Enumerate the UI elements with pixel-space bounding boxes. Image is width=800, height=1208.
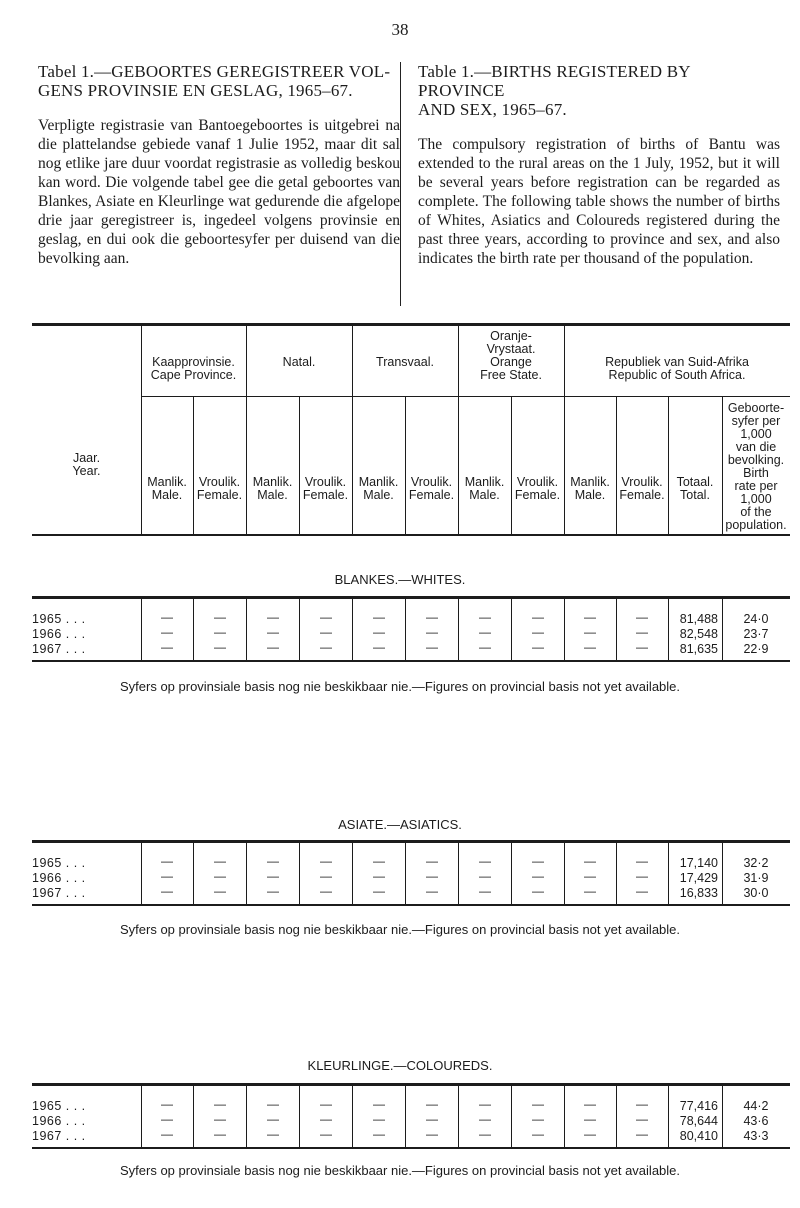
page-number: 38 <box>391 20 409 39</box>
dash-cell: — <box>373 1127 385 1141</box>
afrikaans-paragraph: Verpligte registrasie van Bantoegeboortes is uitgebrei na die plattelandse gebiede vanaf 1 Julie 1952, maar dit sal nog etlike jare duur voordat registrasie as volledig beskou kan word. Die volgende tabel gee die getal geboortes van Blankes, Asiate en Kleurlinge wat gedurende die afgelope drie jaar geregistreer is, ingedeel volgens provinsie en geslag, en dui ook die geboortesyfer per duisend van die bevolking aan. <box>38 117 400 267</box>
dash-cell: — <box>584 625 596 639</box>
total-value: 16,833 <box>679 886 718 900</box>
subheader-natal-male <box>246 476 299 502</box>
dash-cell: — <box>584 854 596 868</box>
year-label: 1966 . . . <box>32 1114 86 1128</box>
dash-cell: — <box>479 640 491 654</box>
column-line <box>722 599 723 660</box>
total-value: 81,635 <box>679 642 718 656</box>
birth-rate-value: 24·0 <box>743 612 769 626</box>
subheader-ofs-female <box>511 476 564 502</box>
dash-cell: — <box>267 625 279 639</box>
dash-cell: — <box>532 1112 544 1126</box>
dash-cell: — <box>267 854 279 868</box>
header-rsa-af: Republiek van Suid-Afrika <box>605 355 749 369</box>
year-label: 1966 . . . <box>32 871 86 885</box>
header-natal-label: Natal. <box>282 355 316 369</box>
afrikaans-title <box>38 62 400 100</box>
section-bottom-rule <box>32 660 790 662</box>
header-cape <box>141 356 246 382</box>
header-ofs-3: Orange <box>490 355 532 369</box>
dash-cell: — <box>584 1127 596 1141</box>
dash-cell: — <box>267 884 279 898</box>
header-bottom-rule <box>32 534 790 536</box>
dash-cell: — <box>479 625 491 639</box>
subheader-birth-rate <box>722 402 790 532</box>
subheader-cape-female <box>193 476 246 502</box>
dash-cell: — <box>214 610 226 624</box>
section-top-rule <box>32 840 790 843</box>
dash-cell: — <box>532 1097 544 1111</box>
birth-rate-7: rate per <box>734 479 778 493</box>
birth-rate-3: 1,000 <box>740 427 772 441</box>
dash-cell: — <box>584 1112 596 1126</box>
dash-cell: — <box>320 1127 332 1141</box>
column-line <box>722 1086 723 1147</box>
dash-cell: — <box>584 884 596 898</box>
dash-cell: — <box>479 1127 491 1141</box>
dash-cell: — <box>584 1097 596 1111</box>
birth-rate-6: Birth <box>743 466 769 480</box>
dash-cell: — <box>532 854 544 868</box>
birth-rate-value: 30·0 <box>743 886 769 900</box>
dash-cell: — <box>532 884 544 898</box>
dash-cell: — <box>320 869 332 883</box>
header-cape-af: Kaapprovinsie. <box>152 355 235 369</box>
year-label: 1967 . . . <box>32 1129 86 1143</box>
dash-cell: — <box>426 610 438 624</box>
dash-cell: — <box>373 625 385 639</box>
birth-rate-10: population. <box>725 518 787 532</box>
afrikaans-title-line-2: GENS PROVINSIE EN GESLAG, 1965–67. <box>38 81 353 100</box>
dash-cell: — <box>636 640 648 654</box>
dash-cell: — <box>320 854 332 868</box>
subheader-rsa-female <box>616 476 668 502</box>
dash-cell: — <box>636 869 648 883</box>
male-af: Manlik. <box>252 475 293 489</box>
male-af: Manlik. <box>570 475 610 489</box>
dash-cell: — <box>426 625 438 639</box>
female-af: Vroulik. <box>621 475 663 489</box>
birth-rate-value: 23·7 <box>743 627 769 641</box>
header-ofs-4: Free State. <box>480 368 542 382</box>
subheader-total <box>668 476 722 502</box>
dash-cell: — <box>267 640 279 654</box>
dash-cell: — <box>636 854 648 868</box>
birth-rate-1: Geboorte- <box>727 401 785 415</box>
dash-cell: — <box>636 884 648 898</box>
dash-cell: — <box>479 1097 491 1111</box>
dash-cell: — <box>161 610 173 624</box>
male-af: Manlik. <box>464 475 505 489</box>
dash-cell: — <box>584 640 596 654</box>
table-top-rule <box>32 323 790 326</box>
dash-cell: — <box>636 1097 648 1111</box>
female-en: Female. <box>619 488 665 502</box>
total-value: 82,548 <box>679 627 718 641</box>
subheader-rsa-male <box>564 476 616 502</box>
dash-cell: — <box>479 869 491 883</box>
dash-cell: — <box>320 610 332 624</box>
total-value: 17,140 <box>679 856 718 870</box>
header-year-af: Jaar. <box>72 451 101 465</box>
year-label: 1965 . . . <box>32 1099 86 1113</box>
header-ofs <box>458 330 564 382</box>
dash-cell: — <box>267 1127 279 1141</box>
birth-rate-9: of the <box>740 505 772 519</box>
afrikaans-column <box>38 62 400 268</box>
male-af: Manlik. <box>147 475 187 489</box>
birth-rate-value: 32·2 <box>743 856 769 870</box>
section-title: KLEURLINGE.—COLOUREDS. <box>307 1058 493 1073</box>
dash-cell: — <box>161 1112 173 1126</box>
dash-cell: — <box>373 1097 385 1111</box>
dash-cell: — <box>479 884 491 898</box>
year-label: 1967 . . . <box>32 642 86 656</box>
dash-cell: — <box>532 625 544 639</box>
section-top-rule <box>32 596 790 599</box>
subheader-transvaal-male <box>352 476 405 502</box>
header-transvaal <box>352 356 458 369</box>
header-cape-en: Cape Province. <box>150 368 237 382</box>
birth-rate-value: 43·3 <box>743 1129 769 1143</box>
dash-cell: — <box>373 610 385 624</box>
total-af: Totaal. <box>676 475 714 489</box>
column-divider <box>400 62 401 306</box>
dash-cell: — <box>373 869 385 883</box>
birth-rate-value: 43·6 <box>743 1114 769 1128</box>
english-column <box>418 62 780 268</box>
dash-cell: — <box>320 1097 332 1111</box>
dash-cell: — <box>214 1112 226 1126</box>
dash-cell: — <box>214 625 226 639</box>
female-af: Vroulik. <box>516 475 559 489</box>
dash-cell: — <box>584 869 596 883</box>
male-en: Male. <box>257 488 288 502</box>
header-natal <box>246 356 352 369</box>
year-label: 1967 . . . <box>32 886 86 900</box>
dash-cell: — <box>636 625 648 639</box>
section-top-rule <box>32 1083 790 1086</box>
dash-cell: — <box>161 1097 173 1111</box>
dash-cell: — <box>320 625 332 639</box>
dash-cell: — <box>426 640 438 654</box>
subheader-transvaal-female <box>405 476 458 502</box>
dash-cell: — <box>161 869 173 883</box>
dash-cell: — <box>426 1112 438 1126</box>
female-af: Vroulik. <box>410 475 453 489</box>
section-title: BLANKES.—WHITES. <box>334 572 466 587</box>
dash-cell: — <box>426 1127 438 1141</box>
dash-cell: — <box>373 854 385 868</box>
total-value: 17,429 <box>679 871 718 885</box>
header-year <box>32 452 141 478</box>
total-value: 81,488 <box>679 612 718 626</box>
dash-cell: — <box>479 1112 491 1126</box>
dash-cell: — <box>636 1127 648 1141</box>
dash-cell: — <box>426 884 438 898</box>
dash-cell: — <box>214 1127 226 1141</box>
section-note: Syfers op provinsiale basis nog nie beskikbaar nie.—Figures on provincial basis not yet available. <box>119 679 681 694</box>
dash-cell: — <box>214 1097 226 1111</box>
total-value: 78,644 <box>679 1114 718 1128</box>
column-line <box>722 843 723 904</box>
english-title-line-1: Table 1.—BIRTHS REGISTERED BY PROVINCE <box>418 62 691 100</box>
header-mid-rule <box>141 396 790 397</box>
dash-cell: — <box>532 640 544 654</box>
dash-cell: — <box>320 640 332 654</box>
birth-rate-4: van die <box>735 440 777 454</box>
female-en: Female. <box>302 488 349 502</box>
header-rsa <box>564 356 790 382</box>
header-ofs-1: Oranje- <box>490 329 532 343</box>
dash-cell: — <box>267 610 279 624</box>
dash-cell: — <box>214 869 226 883</box>
dash-cell: — <box>214 854 226 868</box>
dash-cell: — <box>636 610 648 624</box>
dash-cell: — <box>320 884 332 898</box>
section-bottom-rule <box>32 904 790 906</box>
birth-rate-value: 31·9 <box>743 871 769 885</box>
dash-cell: — <box>373 640 385 654</box>
header-ofs-2: Vrystaat. <box>486 342 536 356</box>
male-en: Male. <box>469 488 500 502</box>
dash-cell: — <box>636 1112 648 1126</box>
dash-cell: — <box>479 854 491 868</box>
dash-cell: — <box>267 1097 279 1111</box>
total-value: 77,416 <box>679 1099 718 1113</box>
female-af: Vroulik. <box>198 475 241 489</box>
birth-rate-8: 1,000 <box>740 492 772 506</box>
birth-rate-2: syfer per <box>731 414 781 428</box>
header-year-en: Year. <box>72 464 101 478</box>
dash-cell: — <box>161 625 173 639</box>
dash-cell: — <box>161 640 173 654</box>
year-label: 1966 . . . <box>32 627 86 641</box>
dash-cell: — <box>214 640 226 654</box>
dash-cell: — <box>320 1112 332 1126</box>
dash-cell: — <box>373 884 385 898</box>
dash-cell: — <box>426 869 438 883</box>
dash-cell: — <box>426 854 438 868</box>
header-rsa-en: Republic of South Africa. <box>608 368 746 382</box>
afrikaans-title-line-1: Tabel 1.—GEBOORTES GEREGISTREER VOL- <box>38 62 391 81</box>
header-transvaal-label: Transvaal. <box>376 355 434 369</box>
dash-cell: — <box>532 610 544 624</box>
dash-cell: — <box>267 869 279 883</box>
section-bottom-rule <box>32 1147 790 1149</box>
total-value: 80,410 <box>679 1129 718 1143</box>
male-en: Male. <box>574 488 606 502</box>
male-en: Male. <box>363 488 394 502</box>
birth-rate-5: bevolking. <box>727 453 785 467</box>
dash-cell: — <box>426 1097 438 1111</box>
female-en: Female. <box>408 488 455 502</box>
subheader-ofs-male <box>458 476 511 502</box>
english-paragraph: The compulsory registration of births of Bantu was extended to the rural areas on the 1 July, 1952, but it will be several years before registration can be regarded as complete. The following table shows the number of births of Whites, Asiatics and Coloureds registered during the past three years, according to province and sex, and also indicates the birth rate per thousand of the population. <box>418 136 780 267</box>
dash-cell: — <box>532 1127 544 1141</box>
subheader-cape-male <box>141 476 193 502</box>
total-en: Total. <box>680 488 710 502</box>
dash-cell: — <box>161 884 173 898</box>
dash-cell: — <box>214 884 226 898</box>
dash-cell: — <box>532 869 544 883</box>
female-en: Female. <box>196 488 243 502</box>
dash-cell: — <box>584 610 596 624</box>
female-af: Vroulik. <box>304 475 347 489</box>
section-note: Syfers op provinsiale basis nog nie beskikbaar nie.—Figures on provincial basis not yet available. <box>119 922 681 937</box>
section-title: ASIATE.—ASIATICS. <box>338 817 462 832</box>
birth-rate-value: 22·9 <box>743 642 769 656</box>
section-note: Syfers op provinsiale basis nog nie beskikbaar nie.—Figures on provincial basis not yet available. <box>119 1163 681 1178</box>
subheader-natal-female <box>299 476 352 502</box>
dash-cell: — <box>373 1112 385 1126</box>
english-title <box>418 62 780 119</box>
dash-cell: — <box>161 854 173 868</box>
year-label: 1965 . . . <box>32 856 86 870</box>
english-title-line-2: AND SEX, 1965–67. <box>418 100 567 119</box>
dash-cell: — <box>479 610 491 624</box>
dash-cell: — <box>267 1112 279 1126</box>
female-en: Female. <box>514 488 561 502</box>
year-label: 1965 . . . <box>32 612 86 626</box>
male-en: Male. <box>151 488 183 502</box>
dash-cell: — <box>161 1127 173 1141</box>
birth-rate-value: 44·2 <box>743 1099 769 1113</box>
male-af: Manlik. <box>358 475 399 489</box>
